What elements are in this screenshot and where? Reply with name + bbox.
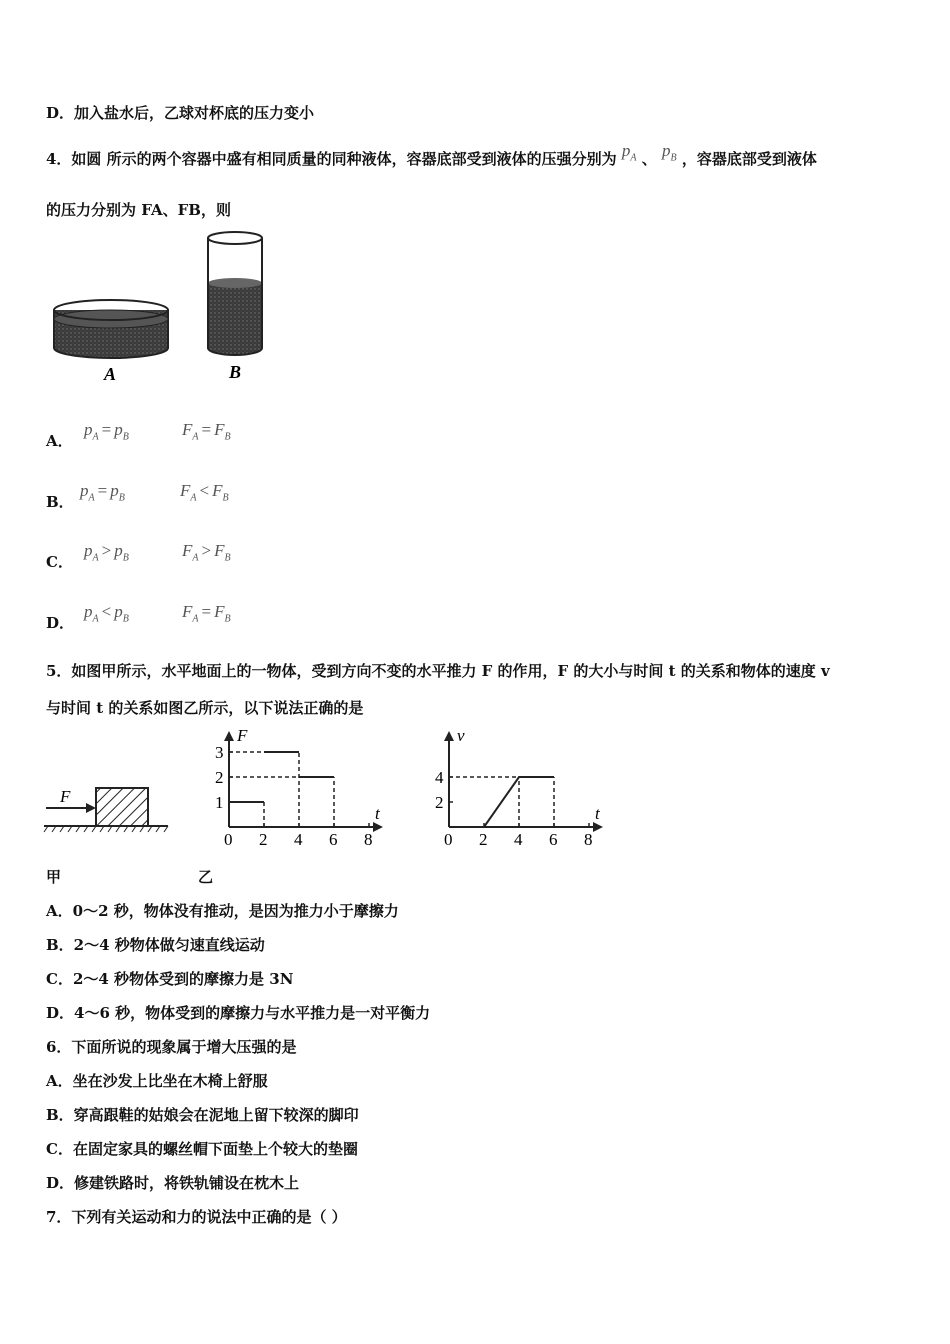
q4-stem-line1 — [46, 141, 817, 171]
y-tick-label: 1 — [215, 793, 224, 812]
x-tick-label: 0 — [224, 830, 233, 849]
q4-option-force-relation: $F_A = F_B$ — [182, 602, 231, 625]
x-tick-label: 4 — [294, 830, 303, 849]
q5-stem-line1: 5．如图甲所示，水平地面上的一物体，受到方向不变的水平推力 F 的作用，F 的大小与时间 t 的关系和物体的速度 v — [46, 662, 830, 680]
x-tick-label: 6 — [549, 830, 558, 849]
container-a — [54, 300, 168, 358]
v-t-chart — [425, 725, 615, 855]
q6-option-c: C．在固定家具的螺丝帽下面垫上个较大的垫圈 — [46, 1140, 358, 1158]
x-axis-label: t — [595, 804, 600, 823]
q3-option-d: D．加入盐水后，乙球对杯底的压力变小 — [46, 104, 315, 122]
q4-option-pressure-relation: $p_A = p_B$ — [84, 420, 129, 443]
y-tick-label: 2 — [435, 793, 444, 812]
q4-option-letter: A． — [46, 432, 73, 450]
label-a: A — [104, 364, 117, 384]
block — [96, 788, 148, 826]
y-axis-arrow — [224, 731, 234, 741]
q4-pa-symbol: $p_A$ — [621, 141, 637, 164]
y-tick-label: 4 — [435, 768, 444, 787]
x-tick-label: 8 — [364, 830, 373, 849]
data-line — [449, 777, 554, 827]
y-axis-label: v — [457, 726, 465, 745]
y-tick-label: 3 — [215, 743, 224, 762]
y-tick-label: 2 — [215, 768, 224, 787]
q4-option-letter: B． — [46, 493, 74, 511]
q5-option-d: D．4～6 秒，物体受到的摩擦力与水平推力是一对平衡力 — [46, 1004, 431, 1022]
q4-option-force-relation: $F_A > F_B$ — [182, 541, 231, 564]
caption-yi: 乙 — [198, 868, 214, 886]
q4-option-pressure-relation: $p_A < p_B$ — [84, 602, 129, 625]
q5-block-figure — [40, 780, 175, 840]
caption-jia: 甲 — [46, 868, 62, 886]
x-tick-label: 6 — [329, 830, 338, 849]
q5-option-b: B．2～4 秒物体做匀速直线运动 — [46, 936, 265, 954]
container-b — [208, 232, 262, 355]
q5-stem-line2: 与时间 t 的关系如图乙所示，以下说法正确的是 — [46, 699, 364, 717]
q5-option-c: C．2～4 秒物体受到的摩擦力是 3N — [46, 970, 294, 988]
q6-option-d: D．修建铁路时，将铁轨铺设在枕木上 — [46, 1174, 300, 1192]
q6-stem: 6．下面所说的现象属于增大压强的是 — [46, 1038, 297, 1056]
q4-separator: 、 — [641, 150, 657, 168]
q4-stem-line2: 的压力分别为 FA、FB，则 — [46, 201, 231, 219]
q6-option-b: B．穿高跟鞋的姑娘会在泥地上留下较深的脚印 — [46, 1106, 359, 1124]
q4-option-letter: C． — [46, 553, 73, 571]
f-t-chart — [205, 725, 395, 855]
x-axis-arrow — [373, 822, 383, 832]
x-tick-label: 8 — [584, 830, 593, 849]
x-tick-label: 2 — [479, 830, 488, 849]
q4-stem-part2: ，容器底部受到液体 — [681, 150, 817, 168]
label-b: B — [229, 362, 242, 382]
q4-option-letter: D． — [46, 614, 75, 632]
q5-option-a: A．0～2 秒，物体没有推动，是因为推力小于摩擦力 — [46, 902, 399, 920]
y-axis-label: F — [237, 726, 248, 745]
y-axis-arrow — [444, 731, 454, 741]
q4-option-pressure-relation: $p_A = p_B$ — [80, 481, 125, 504]
q4-option-force-relation: $F_A = F_B$ — [182, 420, 231, 443]
q4-pb-symbol: $p_B$ — [662, 141, 677, 164]
q4-stem-part1: 4．如圆 所示的两个容器中盛有相同质量的同种液体，容器底部受到液体的压强分别为 — [46, 150, 617, 168]
q4-containers-figure — [46, 228, 286, 388]
x-axis-arrow — [593, 822, 603, 832]
force-label: F — [60, 787, 71, 806]
x-axis-label: t — [375, 804, 380, 823]
x-tick-label: 0 — [444, 830, 453, 849]
x-tick-label: 4 — [514, 830, 523, 849]
q4-option-pressure-relation: $p_A > p_B$ — [84, 541, 129, 564]
q6-option-a: A．坐在沙发上比坐在木椅上舒服 — [46, 1072, 268, 1090]
x-tick-label: 2 — [259, 830, 268, 849]
q4-option-force-relation: $F_A < F_B$ — [180, 481, 229, 504]
q7-stem: 7．下列有关运动和力的说法中正确的是（ ） — [46, 1208, 347, 1226]
